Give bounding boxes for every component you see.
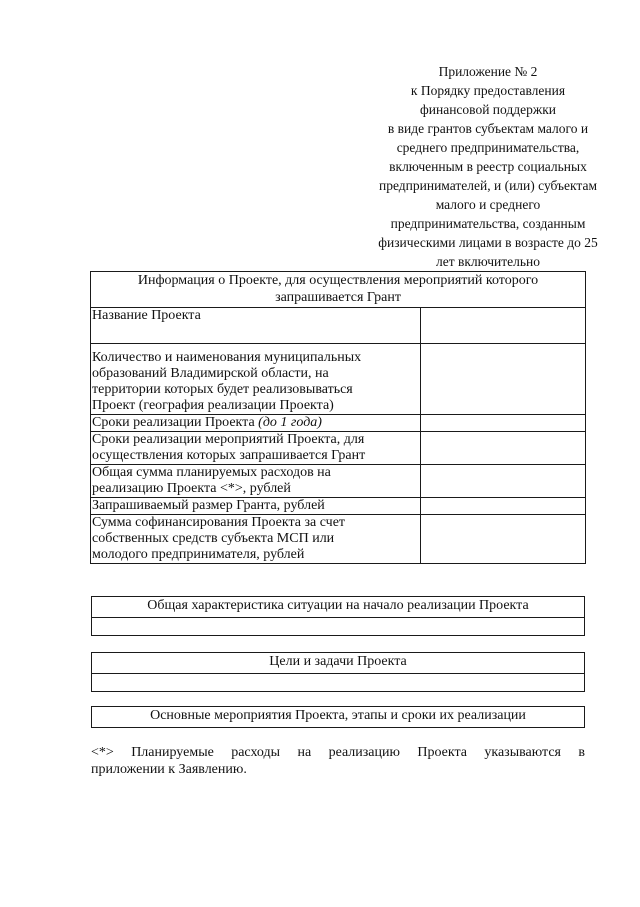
header-line: к Порядку предоставления	[410, 83, 566, 98]
label-line: Сроки реализации Проекта	[92, 415, 255, 430]
header-line: физическими лицами в возрасте до 25	[378, 235, 598, 250]
situation-section	[91, 596, 585, 636]
project-term-field[interactable]	[420, 415, 585, 432]
label-line: реализацию Проекта <*>, рублей	[92, 481, 291, 496]
table-row	[91, 498, 586, 515]
row-label	[91, 308, 421, 344]
cofinancing-field[interactable]	[420, 515, 585, 564]
header-line: малого и среднего	[435, 197, 541, 212]
label-line: Сумма софинансирования Проекта за счет	[92, 515, 346, 530]
table-title	[91, 272, 586, 308]
section-title: Цели и задачи Проекта	[92, 653, 585, 674]
total-expenses-field[interactable]	[420, 465, 585, 498]
table-title-line: Информация о Проекте, для осуществления мероприятий которого	[137, 273, 539, 288]
appendix-header	[372, 62, 604, 271]
section-title: Основные мероприятия Проекта, этапы и сроки их реализации	[92, 707, 585, 728]
footnote-line: приложении к Заявлению.	[91, 762, 247, 777]
table-row	[91, 432, 586, 465]
activities-section	[91, 706, 585, 728]
header-line: Приложение № 2	[438, 64, 538, 79]
row-label	[91, 432, 421, 465]
label-line: территории которых будет реализовываться	[92, 382, 353, 397]
table-title-row	[91, 272, 586, 308]
row-label	[91, 415, 421, 432]
label-line: Запрашиваемый размер Гранта, рублей	[92, 498, 325, 513]
row-label	[91, 465, 421, 498]
situation-field[interactable]	[92, 618, 585, 636]
label-line: осуществления которых запрашивается Грант	[92, 448, 366, 463]
project-name-field[interactable]	[420, 308, 585, 344]
label-line: Сроки реализации мероприятий Проекта, для	[92, 432, 365, 447]
project-info-table	[90, 271, 586, 564]
label-line: Название Проекта	[92, 308, 201, 323]
header-line: лет включительно	[435, 254, 541, 269]
table-row	[91, 308, 586, 344]
activities-term-field[interactable]	[420, 432, 585, 465]
label-italic-note: (до 1 года)	[258, 415, 322, 430]
row-label	[91, 344, 421, 415]
footnote	[91, 744, 585, 778]
label-line: молодого предпринимателя, рублей	[92, 547, 305, 562]
table-row	[91, 465, 586, 498]
row-label	[91, 515, 421, 564]
footnote-line: <*> Планируемые расходы на реализацию Проекта указываются в	[91, 745, 585, 760]
goals-section	[91, 652, 585, 692]
table-title-line: запрашивается Грант	[275, 289, 401, 305]
label-line: Проект (география реализации Проекта)	[92, 398, 334, 413]
header-line: среднего предпринимательства,	[396, 140, 580, 155]
goals-field[interactable]	[92, 674, 585, 692]
header-line: финансовой поддержки	[420, 102, 556, 117]
label-line: Общая сумма планируемых расходов на	[92, 465, 331, 480]
header-line: предпринимательства, созданным	[390, 216, 586, 231]
geography-field[interactable]	[420, 344, 585, 415]
section-title: Общая характеристика ситуации на начало реализации Проекта	[92, 597, 585, 618]
table-row	[91, 515, 586, 564]
row-label	[91, 498, 421, 515]
label-line: Количество и наименования муниципальных	[92, 350, 362, 365]
label-line: образований Владимирской области, на	[92, 366, 329, 381]
header-line: включенным в реестр социальных	[389, 159, 587, 174]
header-line: предпринимателей, и (или) субъектам	[378, 178, 598, 193]
header-line: в виде грантов субъектам малого и	[387, 121, 589, 136]
grant-amount-field[interactable]	[420, 498, 585, 515]
table-row	[91, 344, 586, 415]
label-line: собственных средств субъекта МСП или	[92, 531, 335, 546]
table-row	[91, 415, 586, 432]
